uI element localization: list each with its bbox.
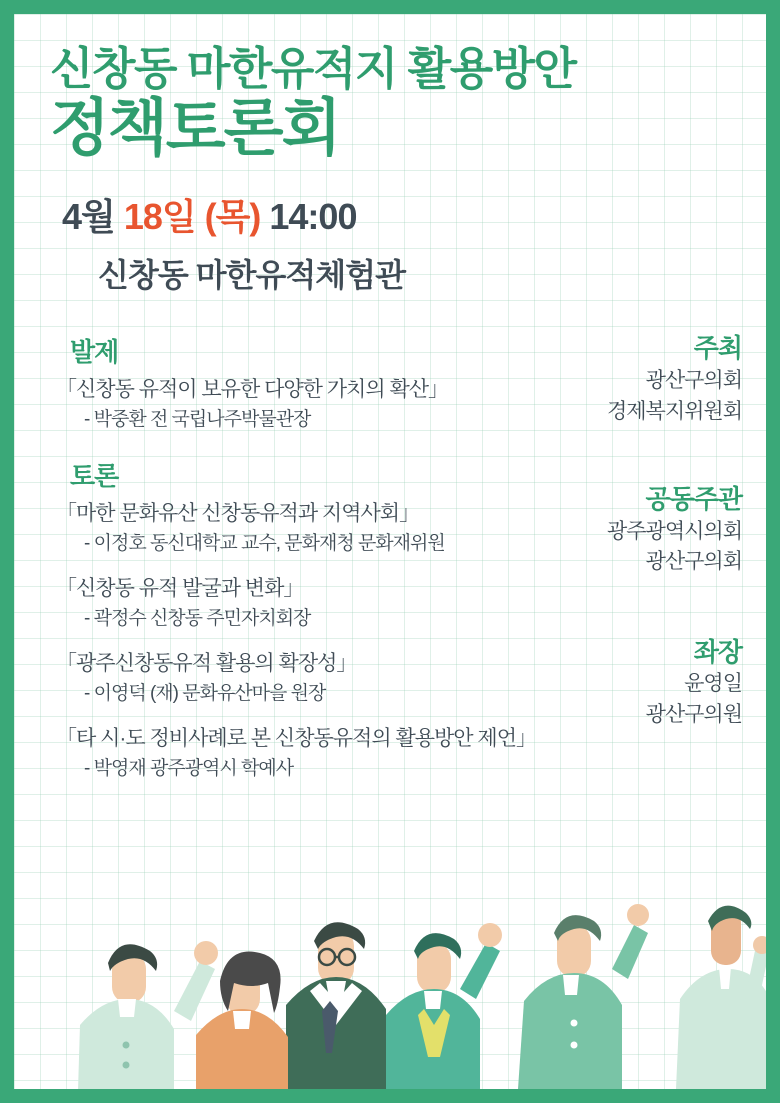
entry-title: 「신창동 유적 발굴과 변화」 — [56, 577, 304, 601]
event-date — [62, 189, 766, 240]
entry-person: - 박영재 광주광역시 학예사 — [84, 757, 294, 779]
organizer-label-cohost: 공동주관 — [645, 484, 742, 515]
organizer-host-item: 경제복지위원회 — [606, 399, 742, 423]
person-figure — [676, 906, 766, 1089]
entry-title: 「타 시·도 정비사례로 본 신창동유적의 활용방안 제언」 — [56, 727, 537, 751]
organizer-label-chair: 좌장 — [693, 636, 742, 667]
list-item — [56, 574, 551, 633]
entry-person: - 이정호 동신대학교 교수, 문화재청 문화재위원 — [84, 532, 445, 554]
person-figure — [286, 922, 386, 1089]
page-title-line2: 정책토론회 — [50, 94, 340, 164]
list-item — [56, 499, 551, 558]
event-date-highlight: 18일 (목) — [123, 196, 261, 238]
organizer-host-item: 광산구의회 — [645, 369, 742, 393]
list-item — [56, 375, 551, 434]
chair-name: 윤영일 — [684, 672, 742, 696]
section-label-presentation: 발제 — [70, 337, 119, 368]
page-title-line1: 신창동 마한유적지 활용방안 — [50, 43, 576, 94]
entry-title: 「신창동 유적이 보유한 다양한 가치의 확산」 — [56, 378, 449, 402]
person-figure — [78, 941, 218, 1089]
event-venue: 신창동 마한유적체험관 — [98, 257, 406, 294]
entry-person: - 이영덕 (재) 문화유산마을 원장 — [84, 682, 326, 704]
event-date-suffix: 14:00 — [260, 196, 357, 238]
section-label-discussion: 토론 — [70, 461, 119, 492]
event-date-prefix: 4월 — [62, 196, 124, 238]
organizer-cohost-item: 광주광역시의회 — [606, 519, 742, 543]
people-illustration — [14, 849, 766, 1089]
chair-title: 광산구의원 — [645, 702, 742, 726]
person-figure — [384, 923, 502, 1089]
entry-title: 「광주신창동유적 활용의 확장성」 — [56, 652, 357, 676]
person-figure — [518, 904, 649, 1089]
entry-title: 「마한 문화유산 신창동유적과 지역사회」 — [56, 502, 420, 526]
person-figure — [196, 952, 288, 1089]
entry-person: - 곽정수 신창동 주민자치회장 — [84, 607, 311, 629]
poster-inner — [14, 14, 766, 1089]
list-item — [56, 724, 551, 783]
content-columns — [14, 332, 766, 785]
entry-person: - 박중환 전 국립나주박물관장 — [84, 408, 311, 430]
program-column — [56, 332, 551, 785]
organizer-cohost-item: 광산구의회 — [645, 550, 742, 574]
list-item — [56, 649, 551, 708]
organizer-label-host: 주최 — [693, 333, 742, 364]
organizer-column — [551, 332, 742, 730]
title-block — [14, 14, 766, 163]
